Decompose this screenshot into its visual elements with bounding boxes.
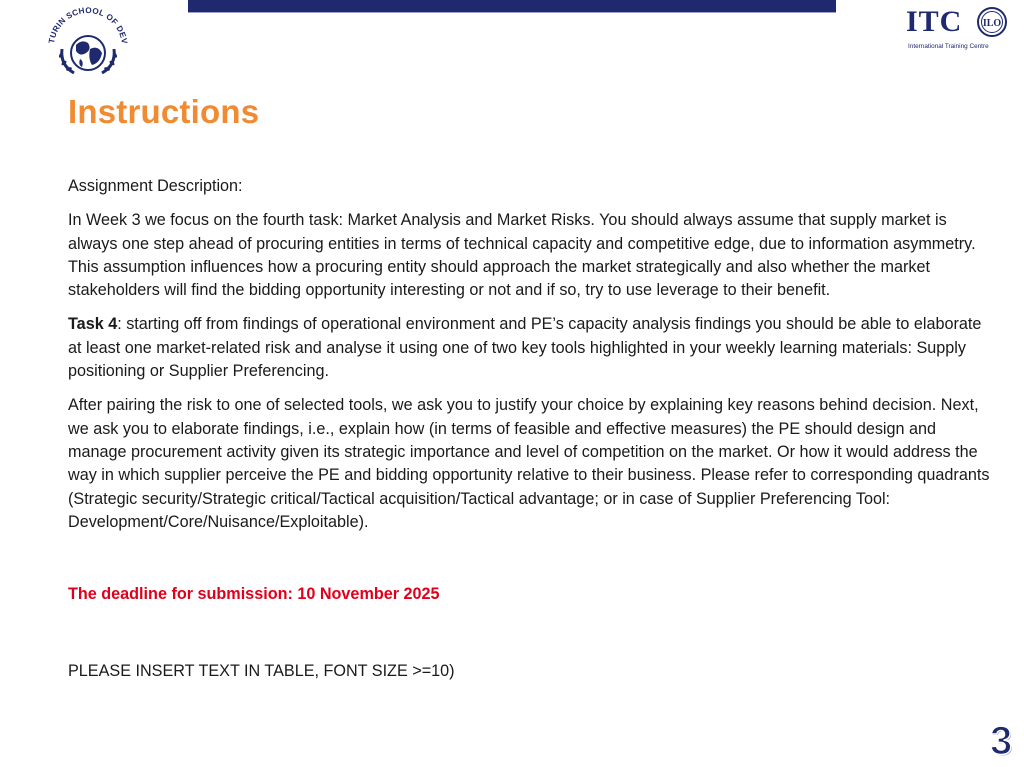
itc-logo-subtext: International Training Centre <box>908 43 989 50</box>
paragraph-week3: In Week 3 we focus on the fourth task: Market Analysis and Market Risks. You should always assume that supply market is always one step ahead of procuring entities in terms of technical capacity and competitive edge, due to information asymmetry. This assumption influences how a procuring entity should approach the market strategically and also whether the market stakeholders will find the bidding opportunity interesting or not and if so, try to use leverage to their benefit. <box>68 211 976 300</box>
svg-text:TURIN SCHOOL OF DEVELOPMENT: TURIN SCHOOL OF DEV <box>47 5 129 45</box>
deadline-text: The deadline for submission: 10 November 2025 <box>68 585 440 603</box>
ilo-emblem-text: ILO <box>982 18 1002 29</box>
header-bar <box>188 0 836 13</box>
page-number: 3 <box>990 719 1013 763</box>
slide-body <box>68 175 998 545</box>
itc-ilo-logo <box>906 5 1011 57</box>
slide-title: Instructions <box>68 93 260 130</box>
ilo-emblem-icon <box>976 6 1008 38</box>
globe-wreath-icon <box>40 5 136 77</box>
paragraph-pairing: After pairing the risk to one of selected tools, we ask you to justify your choice by explaining key reasons behind decision. Next, we ask you to elaborate findings, i.e., explain how (in terms of feasible and effective measures) the PE should design and manage procurement activity given its strategic importance and level of competition on the market. Or how it would address the way in which supplier perceive the PE and bidding opportunity relative to their business. Please refer to corresponding quadrants (Strategic security/Strategic critical/Tactical acquisition/Tactical advantage; or in case of Supplier Preferencing Tool: Development/Core/Nuisance/Exploitable). <box>68 396 990 531</box>
assignment-heading: Assignment Description: <box>68 177 243 195</box>
paragraph-task4 <box>68 313 998 383</box>
task-text: : starting off from findings of operational environment and PE’s capacity analysis findings you should be able to elaborate at least one market-related risk and analyse it using one of two key tools highlighted in your weekly learning materials: Supply positioning or Supplier Preferencing. <box>68 315 982 381</box>
task-label: Task 4 <box>68 315 118 334</box>
itc-logo-text: ITC <box>906 5 963 38</box>
turin-school-logo <box>40 5 136 77</box>
insert-note: PLEASE INSERT TEXT IN TABLE, FONT SIZE >=10) <box>68 662 455 680</box>
